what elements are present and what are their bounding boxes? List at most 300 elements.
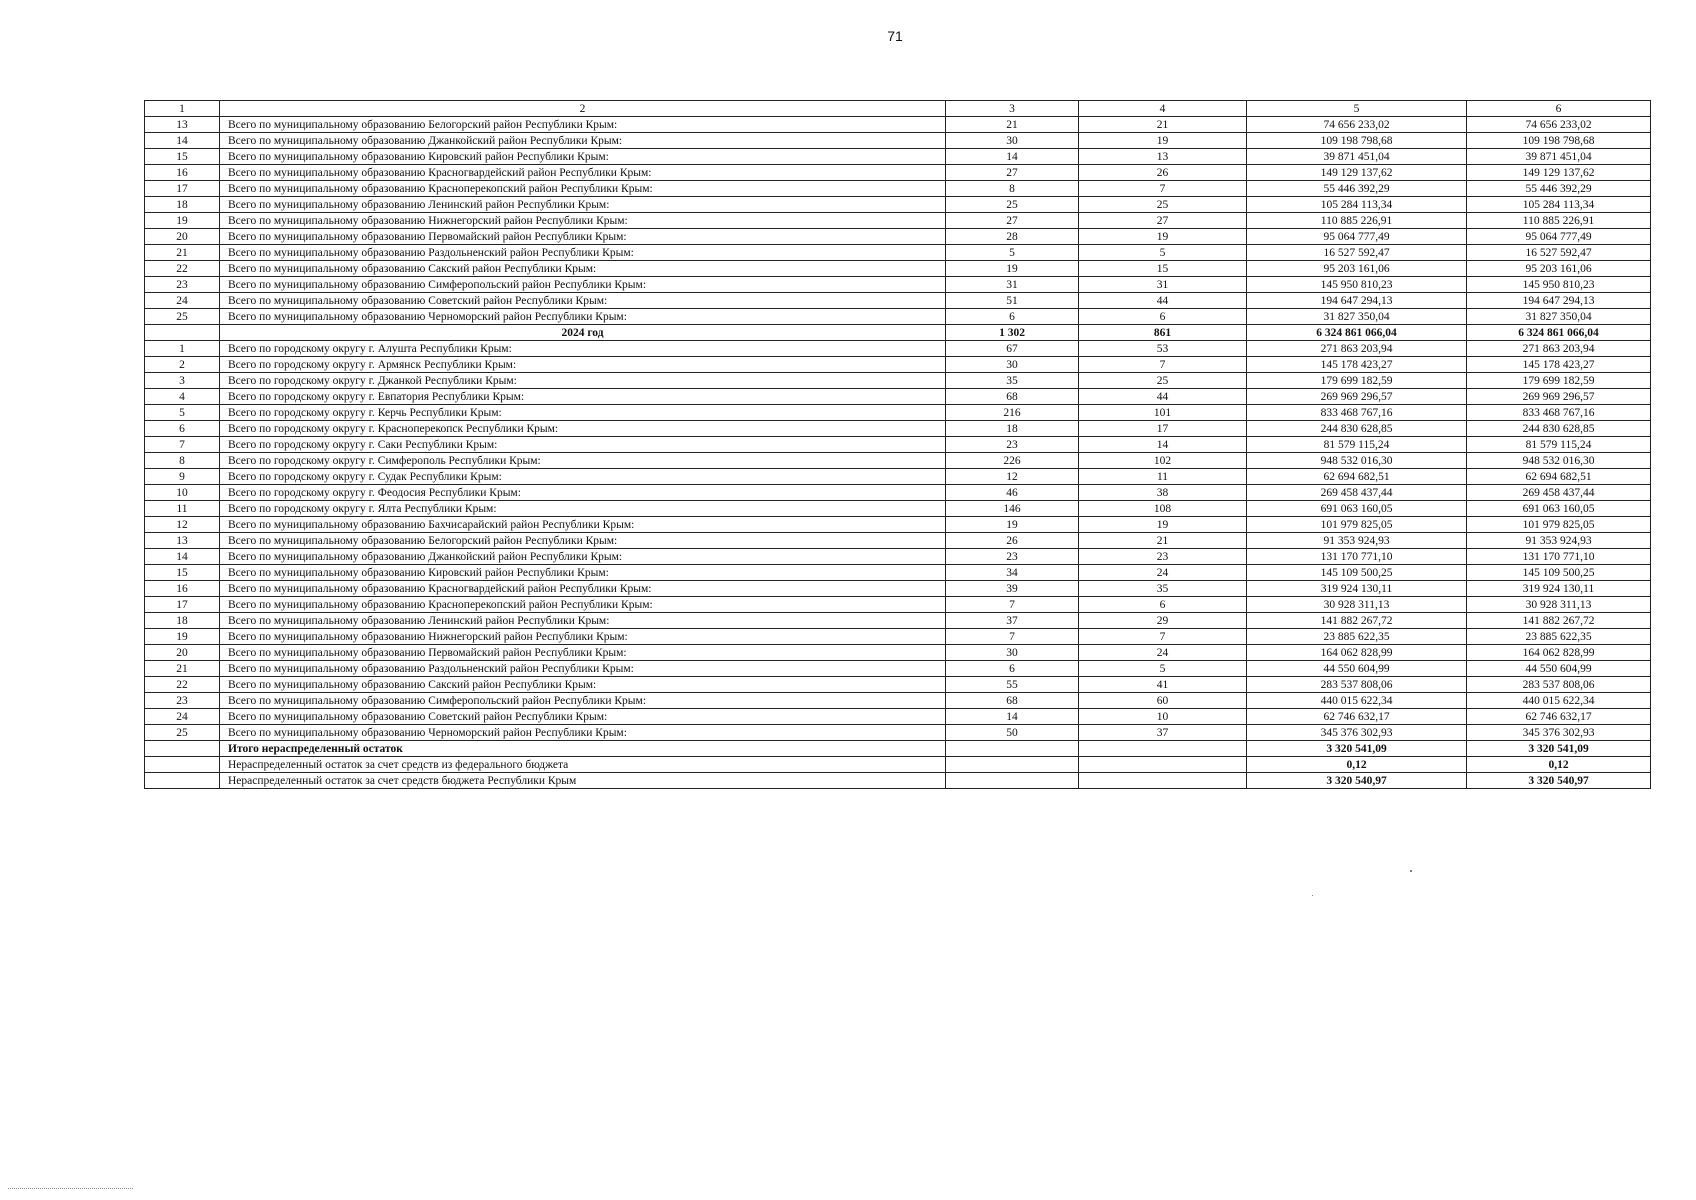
col5-cell: 149 129 137,62 <box>1247 165 1467 181</box>
row-name-cell: Всего по городскому округу г. Симферополь Республики Крым: <box>220 453 946 469</box>
row-name-cell: Всего по муниципальному образованию Бахчисарайский район Республики Крым: <box>220 517 946 533</box>
table-row <box>145 197 1651 213</box>
col4-cell: 19 <box>1079 133 1247 149</box>
col4-cell: 26 <box>1079 165 1247 181</box>
col5-cell: 164 062 828,99 <box>1247 645 1467 661</box>
col5-cell: 271 863 203,94 <box>1247 341 1467 357</box>
col4-cell: 25 <box>1079 197 1247 213</box>
col3-cell: 55 <box>946 677 1079 693</box>
row-name-cell: Всего по муниципальному образованию Красноперекопский район Республики Крым: <box>220 597 946 613</box>
row-name-cell: Всего по муниципальному образованию Красногвардейский район Республики Крым: <box>220 165 946 181</box>
row-number-cell: 7 <box>145 437 220 453</box>
col3-cell: 27 <box>946 213 1079 229</box>
col4-cell: 861 <box>1079 325 1247 341</box>
scan-speck <box>1410 870 1412 872</box>
row-name-cell: Всего по муниципальному образованию Джанкойский район Республики Крым: <box>220 133 946 149</box>
col6-cell: 39 871 451,04 <box>1467 149 1651 165</box>
table-row <box>145 565 1651 581</box>
row-name-cell: Всего по муниципальному образованию Черноморский район Республики Крым: <box>220 309 946 325</box>
row-name-cell: Всего по городскому округу г. Феодосия Республики Крым: <box>220 485 946 501</box>
col5-cell: 95 064 777,49 <box>1247 229 1467 245</box>
table-row <box>145 693 1651 709</box>
col6-cell: 283 537 808,06 <box>1467 677 1651 693</box>
col4-cell: 25 <box>1079 373 1247 389</box>
col4-cell: 5 <box>1079 661 1247 677</box>
scan-artifact-line <box>8 1188 133 1190</box>
col5-cell: 3 320 540,97 <box>1247 773 1467 789</box>
row-number-cell: 23 <box>145 277 220 293</box>
col5-cell: 3 320 541,09 <box>1247 741 1467 757</box>
row-number-cell: 16 <box>145 581 220 597</box>
table-row <box>145 229 1651 245</box>
col5-cell: 145 178 423,27 <box>1247 357 1467 373</box>
page-number: 71 <box>887 28 903 44</box>
row-number-cell: 11 <box>145 501 220 517</box>
table-row <box>145 581 1651 597</box>
table-row <box>145 357 1651 373</box>
col3-cell <box>946 773 1079 789</box>
col6-cell: 44 550 604,99 <box>1467 661 1651 677</box>
col5-cell: 194 647 294,13 <box>1247 293 1467 309</box>
col6-cell: 6 324 861 066,04 <box>1467 325 1651 341</box>
table-row <box>145 485 1651 501</box>
col6-cell: 31 827 350,04 <box>1467 309 1651 325</box>
col5-cell: 244 830 628,85 <box>1247 421 1467 437</box>
col5-cell: 131 170 771,10 <box>1247 549 1467 565</box>
col3-cell: 7 <box>946 597 1079 613</box>
col3-cell: 30 <box>946 357 1079 373</box>
col6-cell: 345 376 302,93 <box>1467 725 1651 741</box>
row-number-cell: 13 <box>145 533 220 549</box>
col6-cell: 3 320 540,97 <box>1467 773 1651 789</box>
col6-cell: 244 830 628,85 <box>1467 421 1651 437</box>
row-name-cell: Всего по муниципальному образованию Советский район Республики Крым: <box>220 709 946 725</box>
row-name-cell: Всего по муниципальному образованию Красногвардейский район Республики Крым: <box>220 581 946 597</box>
col4-cell: 6 <box>1079 597 1247 613</box>
col4-cell: 11 <box>1079 469 1247 485</box>
table-row <box>145 549 1651 565</box>
row-name-cell: 2024 год <box>220 325 946 341</box>
row-name-cell: Всего по городскому округу г. Керчь Республики Крым: <box>220 405 946 421</box>
col4-cell: 23 <box>1079 549 1247 565</box>
row-number-cell: 12 <box>145 517 220 533</box>
col6-cell: 62 694 682,51 <box>1467 469 1651 485</box>
row-name-cell: Всего по городскому округу г. Судак Республики Крым: <box>220 469 946 485</box>
table-row <box>145 469 1651 485</box>
col6-cell: 81 579 115,24 <box>1467 437 1651 453</box>
table-row <box>145 389 1651 405</box>
col4-cell: 35 <box>1079 581 1247 597</box>
col5-cell: 440 015 622,34 <box>1247 693 1467 709</box>
row-name-cell: Всего по муниципальному образованию Раздольненский район Республики Крым: <box>220 661 946 677</box>
col4-cell: 6 <box>1079 309 1247 325</box>
col6-cell: 30 928 311,13 <box>1467 597 1651 613</box>
row-name-cell: Всего по муниципальному образованию Кировский район Республики Крым: <box>220 565 946 581</box>
col6-cell: 109 198 798,68 <box>1467 133 1651 149</box>
table-row <box>145 309 1651 325</box>
row-name-cell: Всего по муниципальному образованию Первомайский район Республики Крым: <box>220 229 946 245</box>
row-name-cell: Всего по муниципальному образованию Ленинский район Республики Крым: <box>220 197 946 213</box>
col3-cell: 14 <box>946 149 1079 165</box>
table-row <box>145 517 1651 533</box>
col4-cell: 14 <box>1079 437 1247 453</box>
col6-cell: 0,12 <box>1467 757 1651 773</box>
row-number-cell: 13 <box>145 117 220 133</box>
col5-cell: 62 694 682,51 <box>1247 469 1467 485</box>
row-number-cell: 8 <box>145 453 220 469</box>
row-number-cell: 22 <box>145 261 220 277</box>
col5-cell: 62 746 632,17 <box>1247 709 1467 725</box>
table-row <box>145 453 1651 469</box>
col5-cell: 31 827 350,04 <box>1247 309 1467 325</box>
col4-cell: 37 <box>1079 725 1247 741</box>
table-row <box>145 421 1651 437</box>
scan-speck <box>1312 895 1313 896</box>
col3-cell: 35 <box>946 373 1079 389</box>
col3-cell: 46 <box>946 485 1079 501</box>
col3-cell: 19 <box>946 261 1079 277</box>
col6-cell: 23 885 622,35 <box>1467 629 1651 645</box>
col5-cell: 95 203 161,06 <box>1247 261 1467 277</box>
col4-cell: 19 <box>1079 517 1247 533</box>
col5-cell: 319 924 130,11 <box>1247 581 1467 597</box>
col6-cell: 271 863 203,94 <box>1467 341 1651 357</box>
col3-cell: 8 <box>946 181 1079 197</box>
col3-cell: 6 <box>946 309 1079 325</box>
col6-cell: 164 062 828,99 <box>1467 645 1651 661</box>
col6-cell: 269 969 296,57 <box>1467 389 1651 405</box>
row-number-cell: 14 <box>145 549 220 565</box>
row-name-cell: Всего по городскому округу г. Джанкой Республики Крым: <box>220 373 946 389</box>
table-row <box>145 725 1651 741</box>
col3-cell: 30 <box>946 133 1079 149</box>
col4-cell: 17 <box>1079 421 1247 437</box>
col5-cell: 141 882 267,72 <box>1247 613 1467 629</box>
header-cell-col4: 4 <box>1079 101 1247 117</box>
table-row <box>145 293 1651 309</box>
table-row <box>145 741 1651 757</box>
header-cell-col2: 2 <box>220 101 946 117</box>
col4-cell: 10 <box>1079 709 1247 725</box>
col4-cell <box>1079 741 1247 757</box>
row-name-cell: Нераспределенный остаток за счет средств бюджета Республики Крым <box>220 773 946 789</box>
table-header-row <box>145 101 1651 117</box>
col4-cell: 29 <box>1079 613 1247 629</box>
row-name-cell: Всего по муниципальному образованию Нижнегорский район Республики Крым: <box>220 629 946 645</box>
col3-cell: 216 <box>946 405 1079 421</box>
col5-cell: 110 885 226,91 <box>1247 213 1467 229</box>
col5-cell: 55 446 392,29 <box>1247 181 1467 197</box>
row-name-cell: Всего по муниципальному образованию Ленинский район Республики Крым: <box>220 613 946 629</box>
col4-cell <box>1079 757 1247 773</box>
row-name-cell: Всего по городскому округу г. Алушта Республики Крым: <box>220 341 946 357</box>
row-name-cell: Всего по городскому округу г. Ялта Республики Крым: <box>220 501 946 517</box>
row-name-cell: Всего по городскому округу г. Красноперекопск Республики Крым: <box>220 421 946 437</box>
col6-cell: 948 532 016,30 <box>1467 453 1651 469</box>
col5-cell: 109 198 798,68 <box>1247 133 1467 149</box>
col5-cell: 179 699 182,59 <box>1247 373 1467 389</box>
col3-cell: 28 <box>946 229 1079 245</box>
row-name-cell: Всего по муниципальному образованию Белогорский район Республики Крым: <box>220 117 946 133</box>
col4-cell: 7 <box>1079 357 1247 373</box>
table-row <box>145 597 1651 613</box>
col5-cell: 30 928 311,13 <box>1247 597 1467 613</box>
col4-cell: 19 <box>1079 229 1247 245</box>
col4-cell: 15 <box>1079 261 1247 277</box>
row-number-cell: 25 <box>145 309 220 325</box>
col5-cell: 833 468 767,16 <box>1247 405 1467 421</box>
row-name-cell: Итого нераспределенный остаток <box>220 741 946 757</box>
col5-cell: 0,12 <box>1247 757 1467 773</box>
table-row <box>145 277 1651 293</box>
col6-cell: 179 699 182,59 <box>1467 373 1651 389</box>
col4-cell: 102 <box>1079 453 1247 469</box>
col3-cell: 68 <box>946 389 1079 405</box>
row-number-cell <box>145 741 220 757</box>
col6-cell: 55 446 392,29 <box>1467 181 1651 197</box>
col3-cell: 19 <box>946 517 1079 533</box>
col4-cell: 24 <box>1079 565 1247 581</box>
col5-cell: 269 458 437,44 <box>1247 485 1467 501</box>
row-name-cell: Всего по муниципальному образованию Сакский район Республики Крым: <box>220 261 946 277</box>
col3-cell: 146 <box>946 501 1079 517</box>
col3-cell: 1 302 <box>946 325 1079 341</box>
col3-cell: 68 <box>946 693 1079 709</box>
col3-cell <box>946 741 1079 757</box>
col5-cell: 283 537 808,06 <box>1247 677 1467 693</box>
col4-cell: 38 <box>1079 485 1247 501</box>
row-name-cell: Всего по муниципальному образованию Черноморский район Республики Крым: <box>220 725 946 741</box>
table-row <box>145 757 1651 773</box>
header-cell-col6: 6 <box>1467 101 1651 117</box>
col3-cell: 27 <box>946 165 1079 181</box>
row-name-cell: Нераспределенный остаток за счет средств из федерального бюджета <box>220 757 946 773</box>
row-name-cell: Всего по городскому округу г. Армянск Республики Крым: <box>220 357 946 373</box>
row-number-cell: 18 <box>145 613 220 629</box>
col6-cell: 269 458 437,44 <box>1467 485 1651 501</box>
row-number-cell: 15 <box>145 149 220 165</box>
table-row <box>145 661 1651 677</box>
col6-cell: 691 063 160,05 <box>1467 501 1651 517</box>
row-number-cell: 22 <box>145 677 220 693</box>
table-row <box>145 437 1651 453</box>
row-number-cell: 15 <box>145 565 220 581</box>
row-number-cell: 18 <box>145 197 220 213</box>
col3-cell: 34 <box>946 565 1079 581</box>
col6-cell: 145 178 423,27 <box>1467 357 1651 373</box>
col3-cell: 37 <box>946 613 1079 629</box>
col5-cell: 44 550 604,99 <box>1247 661 1467 677</box>
col4-cell: 21 <box>1079 533 1247 549</box>
col3-cell: 18 <box>946 421 1079 437</box>
col5-cell: 74 656 233,02 <box>1247 117 1467 133</box>
col4-cell: 13 <box>1079 149 1247 165</box>
row-number-cell: 9 <box>145 469 220 485</box>
col3-cell: 67 <box>946 341 1079 357</box>
col5-cell: 23 885 622,35 <box>1247 629 1467 645</box>
row-name-cell: Всего по муниципальному образованию Раздольненский район Республики Крым: <box>220 245 946 261</box>
table-row <box>145 325 1651 341</box>
row-name-cell: Всего по муниципальному образованию Советский район Республики Крым: <box>220 293 946 309</box>
col3-cell: 6 <box>946 661 1079 677</box>
col3-cell: 51 <box>946 293 1079 309</box>
col4-cell <box>1079 773 1247 789</box>
col3-cell: 21 <box>946 117 1079 133</box>
row-number-cell: 21 <box>145 245 220 261</box>
table-row <box>145 181 1651 197</box>
row-name-cell: Всего по муниципальному образованию Красноперекопский район Республики Крым: <box>220 181 946 197</box>
row-number-cell: 20 <box>145 645 220 661</box>
row-number-cell: 17 <box>145 181 220 197</box>
col6-cell: 833 468 767,16 <box>1467 405 1651 421</box>
row-name-cell: Всего по муниципальному образованию Первомайский район Республики Крым: <box>220 645 946 661</box>
col5-cell: 691 063 160,05 <box>1247 501 1467 517</box>
col3-cell: 25 <box>946 197 1079 213</box>
table-row <box>145 165 1651 181</box>
col5-cell: 145 950 810,23 <box>1247 277 1467 293</box>
col6-cell: 149 129 137,62 <box>1467 165 1651 181</box>
col4-cell: 24 <box>1079 645 1247 661</box>
col6-cell: 440 015 622,34 <box>1467 693 1651 709</box>
table-row <box>145 149 1651 165</box>
row-name-cell: Всего по муниципальному образованию Симферопольский район Республики Крым: <box>220 693 946 709</box>
col4-cell: 44 <box>1079 389 1247 405</box>
table-row <box>145 213 1651 229</box>
col3-cell: 23 <box>946 437 1079 453</box>
row-name-cell: Всего по муниципальному образованию Джанкойский район Республики Крым: <box>220 549 946 565</box>
col5-cell: 345 376 302,93 <box>1247 725 1467 741</box>
row-name-cell: Всего по муниципальному образованию Нижнегорский район Республики Крым: <box>220 213 946 229</box>
budget-table <box>144 100 1651 789</box>
col5-cell: 16 527 592,47 <box>1247 245 1467 261</box>
col6-cell: 95 203 161,06 <box>1467 261 1651 277</box>
col6-cell: 101 979 825,05 <box>1467 517 1651 533</box>
row-number-cell: 19 <box>145 213 220 229</box>
col3-cell: 39 <box>946 581 1079 597</box>
col3-cell: 26 <box>946 533 1079 549</box>
col6-cell: 110 885 226,91 <box>1467 213 1651 229</box>
col6-cell: 194 647 294,13 <box>1467 293 1651 309</box>
table-row <box>145 245 1651 261</box>
table-row <box>145 533 1651 549</box>
row-number-cell: 5 <box>145 405 220 421</box>
col6-cell: 95 064 777,49 <box>1467 229 1651 245</box>
col3-cell: 5 <box>946 245 1079 261</box>
col4-cell: 41 <box>1079 677 1247 693</box>
col6-cell: 62 746 632,17 <box>1467 709 1651 725</box>
table-row <box>145 405 1651 421</box>
col6-cell: 145 950 810,23 <box>1467 277 1651 293</box>
row-number-cell <box>145 757 220 773</box>
table-row <box>145 613 1651 629</box>
row-name-cell: Всего по муниципальному образованию Кировский район Республики Крым: <box>220 149 946 165</box>
table-row <box>145 501 1651 517</box>
table-row <box>145 117 1651 133</box>
row-number-cell: 6 <box>145 421 220 437</box>
row-number-cell: 2 <box>145 357 220 373</box>
col3-cell: 30 <box>946 645 1079 661</box>
row-number-cell: 24 <box>145 293 220 309</box>
row-name-cell: Всего по муниципальному образованию Белогорский район Республики Крым: <box>220 533 946 549</box>
col5-cell: 39 871 451,04 <box>1247 149 1467 165</box>
row-name-cell: Всего по муниципальному образованию Сакский район Республики Крым: <box>220 677 946 693</box>
col4-cell: 53 <box>1079 341 1247 357</box>
col6-cell: 3 320 541,09 <box>1467 741 1651 757</box>
table-row <box>145 133 1651 149</box>
row-number-cell: 16 <box>145 165 220 181</box>
row-number-cell: 21 <box>145 661 220 677</box>
row-name-cell: Всего по городскому округу г. Саки Республики Крым: <box>220 437 946 453</box>
row-number-cell: 10 <box>145 485 220 501</box>
table-row <box>145 373 1651 389</box>
header-cell-col3: 3 <box>946 101 1079 117</box>
col6-cell: 319 924 130,11 <box>1467 581 1651 597</box>
col3-cell <box>946 757 1079 773</box>
col6-cell: 16 527 592,47 <box>1467 245 1651 261</box>
header-cell-col1: 1 <box>145 101 220 117</box>
header-cell-col5: 5 <box>1247 101 1467 117</box>
table-row <box>145 645 1651 661</box>
row-name-cell: Всего по городскому округу г. Евпатория Республики Крым: <box>220 389 946 405</box>
col6-cell: 141 882 267,72 <box>1467 613 1651 629</box>
row-number-cell: 25 <box>145 725 220 741</box>
col3-cell: 14 <box>946 709 1079 725</box>
row-number-cell: 3 <box>145 373 220 389</box>
row-number-cell: 1 <box>145 341 220 357</box>
col4-cell: 44 <box>1079 293 1247 309</box>
col3-cell: 7 <box>946 629 1079 645</box>
col3-cell: 31 <box>946 277 1079 293</box>
col3-cell: 226 <box>946 453 1079 469</box>
row-number-cell: 19 <box>145 629 220 645</box>
col4-cell: 21 <box>1079 117 1247 133</box>
col4-cell: 27 <box>1079 213 1247 229</box>
col4-cell: 60 <box>1079 693 1247 709</box>
table-row <box>145 773 1651 789</box>
table-row <box>145 341 1651 357</box>
table-row <box>145 677 1651 693</box>
row-number-cell: 17 <box>145 597 220 613</box>
col4-cell: 5 <box>1079 245 1247 261</box>
table-row <box>145 709 1651 725</box>
col5-cell: 6 324 861 066,04 <box>1247 325 1467 341</box>
col5-cell: 105 284 113,34 <box>1247 197 1467 213</box>
col4-cell: 108 <box>1079 501 1247 517</box>
col3-cell: 50 <box>946 725 1079 741</box>
row-number-cell: 23 <box>145 693 220 709</box>
col4-cell: 101 <box>1079 405 1247 421</box>
col5-cell: 81 579 115,24 <box>1247 437 1467 453</box>
table-row <box>145 261 1651 277</box>
col4-cell: 7 <box>1079 629 1247 645</box>
col3-cell: 12 <box>946 469 1079 485</box>
col3-cell: 23 <box>946 549 1079 565</box>
row-number-cell <box>145 773 220 789</box>
row-number-cell: 4 <box>145 389 220 405</box>
col6-cell: 91 353 924,93 <box>1467 533 1651 549</box>
table-body <box>145 101 1651 789</box>
col5-cell: 101 979 825,05 <box>1247 517 1467 533</box>
col4-cell: 31 <box>1079 277 1247 293</box>
row-name-cell: Всего по муниципальному образованию Симферопольский район Республики Крым: <box>220 277 946 293</box>
col6-cell: 145 109 500,25 <box>1467 565 1651 581</box>
col4-cell: 7 <box>1079 181 1247 197</box>
col5-cell: 145 109 500,25 <box>1247 565 1467 581</box>
col5-cell: 948 532 016,30 <box>1247 453 1467 469</box>
col5-cell: 269 969 296,57 <box>1247 389 1467 405</box>
table-row <box>145 629 1651 645</box>
col6-cell: 131 170 771,10 <box>1467 549 1651 565</box>
